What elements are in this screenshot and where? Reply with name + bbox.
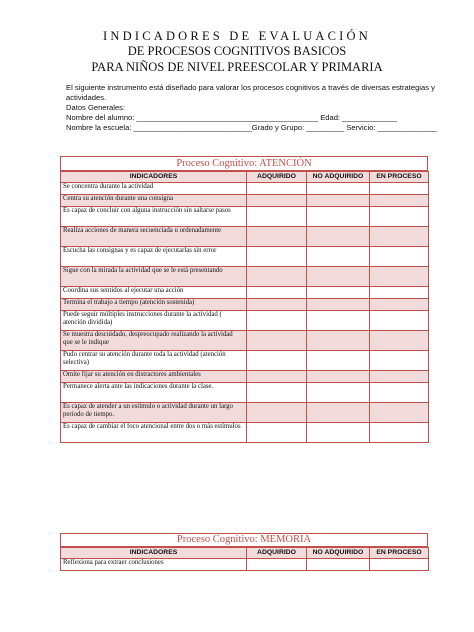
adquirido-cell[interactable] [247, 183, 307, 195]
en-proceso-cell[interactable] [370, 247, 429, 267]
memoria-header-row [61, 548, 429, 559]
intro-description: El siguiente instrumento está diseñado para valorar los procesos cognitivos a través de diversas estrategias y actividades. [66, 83, 435, 102]
escuela-field-line: Nombre la escuela: ____________________________Grado y Grupo: _________ Servicio: ______________ [66, 123, 437, 132]
indicator-row [61, 331, 429, 351]
en-proceso-cell[interactable] [370, 207, 429, 227]
en-proceso-column-header: EN PROCESO [370, 548, 429, 559]
no-adquirido-cell[interactable] [307, 311, 370, 331]
alumno-field-line: Nombre del alumno: ___________________________________________ Edad: _____________ [66, 113, 398, 122]
adquirido-column-header: ADQUIRIDO [247, 172, 307, 183]
indicator-row [61, 311, 429, 331]
no-adquirido-cell[interactable] [307, 207, 370, 227]
datos-generales-label: Datos Generales: [66, 103, 126, 112]
indicator-text: Omite fijar su atención en distractores ambientales [61, 371, 247, 383]
en-proceso-cell[interactable] [370, 331, 429, 351]
indicator-row [61, 183, 429, 195]
indicator-row [61, 207, 429, 227]
no-adquirido-cell[interactable] [307, 331, 370, 351]
adquirido-cell[interactable] [247, 331, 307, 351]
en-proceso-cell[interactable] [370, 267, 429, 287]
en-proceso-cell[interactable] [370, 183, 429, 195]
atencion-section-title: Proceso Cognitivo: ATENCIÓN [60, 156, 428, 171]
adquirido-cell[interactable] [247, 227, 307, 247]
en-proceso-cell[interactable] [370, 227, 429, 247]
indicator-text: Se concentra durante la actividad [61, 183, 247, 195]
adquirido-cell[interactable] [247, 207, 307, 227]
indicator-row [61, 267, 429, 287]
document-title-line1: INDICADORES DE EVALUACIÓN [103, 29, 371, 43]
indicator-row [61, 423, 429, 443]
en-proceso-cell[interactable] [370, 351, 429, 371]
adquirido-cell[interactable] [247, 383, 307, 403]
no-adquirido-column-header: NO ADQUIRIDO [307, 548, 370, 559]
indicator-row [61, 351, 429, 371]
no-adquirido-cell[interactable] [307, 183, 370, 195]
indicator-row [61, 559, 429, 571]
indicator-row [61, 195, 429, 207]
indicator-text: Sigue con la mirada la actividad que se le está presentando [61, 267, 247, 287]
adquirido-cell[interactable] [247, 195, 307, 207]
indicator-text: Realiza acciones de manera secuenciada u ordenadamente [61, 227, 247, 247]
adquirido-cell[interactable] [247, 423, 307, 443]
indicator-text: Es capaz de atender a un estimulo o actividad durante un largo periodo de tiempo. [61, 403, 247, 423]
en-proceso-cell[interactable] [370, 195, 429, 207]
document-title-line2: DE PROCESOS COGNITIVOS BASICOS [127, 44, 347, 58]
no-adquirido-cell[interactable] [307, 371, 370, 383]
indicator-text: Termina el trabajo a tiempo (atención sostenida) [61, 299, 247, 311]
no-adquirido-cell[interactable] [307, 195, 370, 207]
memoria-section-title: Proceso Cognitivo: MEMORIA [60, 533, 428, 547]
adquirido-cell[interactable] [247, 299, 307, 311]
indicator-text: Es capaz de concluir con alguna instrucción sin saltarse pasos [61, 207, 247, 227]
indicator-row [61, 403, 429, 423]
indicadores-column-header: INDICADORES [61, 172, 247, 183]
en-proceso-cell[interactable] [370, 299, 429, 311]
en-proceso-cell[interactable] [370, 311, 429, 331]
no-adquirido-cell[interactable] [307, 299, 370, 311]
no-adquirido-cell[interactable] [307, 267, 370, 287]
indicator-text: Coordina sus sentidos al ejecutar una acción [61, 287, 247, 299]
no-adquirido-cell[interactable] [307, 227, 370, 247]
indicator-row [61, 247, 429, 267]
no-adquirido-cell[interactable] [307, 287, 370, 299]
indicator-text: Puede seguir múltiples instrucciones durante la actividad ( atención dividida) [61, 311, 247, 331]
no-adquirido-cell[interactable] [307, 247, 370, 267]
no-adquirido-cell[interactable] [307, 403, 370, 423]
indicadores-column-header: INDICADORES [61, 548, 247, 559]
adquirido-cell[interactable] [247, 351, 307, 371]
en-proceso-cell[interactable] [370, 403, 429, 423]
adquirido-cell[interactable] [247, 403, 307, 423]
en-proceso-column-header: EN PROCESO [370, 172, 429, 183]
indicator-row [61, 299, 429, 311]
adquirido-column-header: ADQUIRIDO [247, 548, 307, 559]
en-proceso-cell[interactable] [370, 383, 429, 403]
indicator-text: Reflexiona para extraer conclusiones [61, 559, 247, 571]
no-adquirido-cell[interactable] [307, 559, 370, 571]
atencion-header-row [61, 172, 429, 183]
atencion-table [60, 171, 429, 443]
en-proceso-cell[interactable] [370, 559, 429, 571]
en-proceso-cell[interactable] [370, 371, 429, 383]
indicator-text: Permanece alerta ante las indicaciones durante la clase. [61, 383, 247, 403]
adquirido-cell[interactable] [247, 287, 307, 299]
no-adquirido-cell[interactable] [307, 423, 370, 443]
indicator-text: Pudo centrar su atención durante toda la actividad (atención selectiva) [61, 351, 247, 371]
indicator-text: Escucha las consignas y es capaz de ejecutarlas sin error [61, 247, 247, 267]
adquirido-cell[interactable] [247, 371, 307, 383]
en-proceso-cell[interactable] [370, 287, 429, 299]
document-title-line3: PARA NIÑOS DE NIVEL PREESCOLAR Y PRIMARIA [91, 60, 383, 74]
no-adquirido-cell[interactable] [307, 351, 370, 371]
indicator-text: Se muestra descuidado, despreocupado realizando la actividad que se le indique [61, 331, 247, 351]
indicator-text: Es capaz de cambiar el foco atencional entre dos o más estímulos [61, 423, 247, 443]
adquirido-cell[interactable] [247, 559, 307, 571]
indicator-row [61, 287, 429, 299]
intro-block [66, 83, 438, 133]
no-adquirido-cell[interactable] [307, 383, 370, 403]
indicator-row [61, 227, 429, 247]
adquirido-cell[interactable] [247, 267, 307, 287]
memoria-table [60, 547, 429, 571]
indicator-row [61, 371, 429, 383]
no-adquirido-column-header: NO ADQUIRIDO [307, 172, 370, 183]
adquirido-cell[interactable] [247, 311, 307, 331]
en-proceso-cell[interactable] [370, 423, 429, 443]
adquirido-cell[interactable] [247, 247, 307, 267]
indicator-row [61, 383, 429, 403]
indicator-text: Centra su atención durante una consigna [61, 195, 247, 207]
